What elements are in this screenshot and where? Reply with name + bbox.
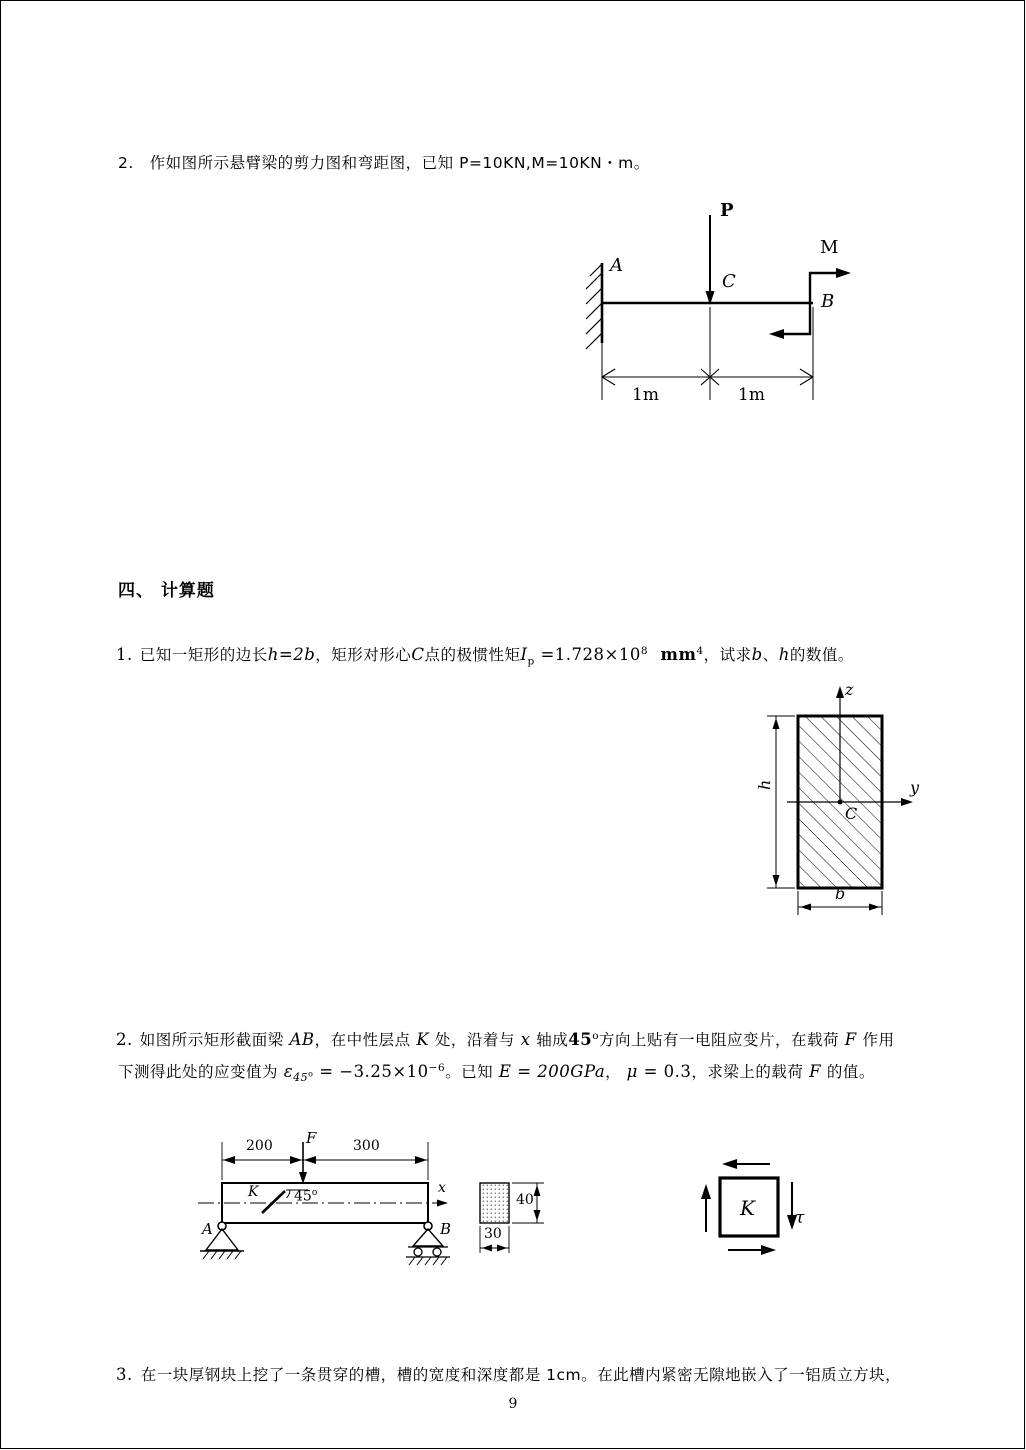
q2-cn-10: ，求梁上的载荷	[691, 1063, 804, 1082]
dimension-300: 300	[353, 1138, 380, 1154]
question-3-number: 3.	[116, 1365, 133, 1384]
q1-expr-2b: 2b	[293, 645, 316, 665]
q2-beam-ab: AB	[283, 1030, 315, 1050]
q2-cn-3: 处，沿着与	[434, 1031, 515, 1050]
q2-strain-epsilon: ε	[278, 1062, 294, 1082]
question-3-body: 在一块厚钢块上挖了一条贯穿的槽，槽的宽度和深度都是 1cm。在此槽内紧密无隙地嵌入了一铝质立方块，	[140, 1366, 902, 1384]
label-load-f: F	[306, 1129, 317, 1147]
q2-modulus-value: 200GPa	[537, 1062, 606, 1082]
q1-cn-sep: 、	[762, 646, 779, 665]
q2-point-k: K	[410, 1030, 435, 1050]
q2-cn-8: 。已知	[445, 1063, 494, 1082]
q2-poisson-value: = 0.3	[637, 1062, 692, 1082]
q1-exponent-8: 8	[640, 645, 649, 657]
q2-angle-45: 45	[568, 1030, 593, 1050]
support-label-b: B	[440, 1220, 452, 1238]
question-3-text	[116, 1360, 901, 1390]
section-height-40: 40	[516, 1192, 534, 1208]
q2-axis-x: x	[514, 1030, 537, 1050]
question-2-prev-text	[118, 148, 650, 178]
element-label-k: K	[740, 1196, 755, 1220]
q2-load-f: F	[839, 1030, 863, 1050]
q2-cn-2: ，在中性层点	[314, 1031, 411, 1050]
cantilever-beam-diagram	[570, 195, 880, 435]
section-width-30: 30	[484, 1226, 502, 1242]
label-angle-45: 45$^o$	[294, 1188, 318, 1205]
question-1-text	[116, 636, 854, 676]
q1-cn-3: 点的极惯性矩	[424, 646, 521, 665]
stress-label-tau: τ	[795, 1208, 805, 1228]
dimension-200: 200	[246, 1138, 273, 1154]
dimension-label-h: h	[755, 779, 774, 790]
label-point-a: A	[610, 255, 623, 276]
question-2-line2	[118, 1053, 875, 1093]
rectangle-cross-section	[745, 672, 975, 917]
section-four-heading: 四、 计算题	[118, 581, 215, 601]
q1-cn-2: ，矩形对形心	[315, 646, 412, 665]
q2-strain-value: = −3.25×10	[313, 1062, 429, 1082]
label-point-c: C	[722, 271, 736, 292]
q1-var-c: C	[411, 645, 425, 665]
q2-strain-subscript: 45o	[293, 1069, 314, 1085]
q1-subscript-p: p	[527, 655, 535, 668]
page-number: 9	[508, 1396, 518, 1412]
q2-cn-4: 轴成	[536, 1031, 569, 1050]
dimension-right-1m: 1m	[738, 385, 765, 405]
q1-unit-exponent-4: 4	[696, 645, 704, 657]
support-label-a: A	[202, 1220, 213, 1238]
label-gauge-point-k: K	[248, 1184, 259, 1200]
q1-cn-5: 的数值。	[789, 646, 854, 665]
q2-poisson-mu: μ	[626, 1062, 638, 1082]
q1-symbol-ip: I	[520, 645, 528, 665]
question-2-prev-body: 作如图所示悬臂梁的剪力图和弯距图，已知 P=10KN,M=10KN・m。	[149, 154, 650, 172]
q1-var-h: h	[267, 645, 279, 665]
q2-cn-5: 方向上贴有一电阻应变片，在载荷	[599, 1031, 840, 1050]
label-moment-m: M	[820, 237, 839, 258]
axis-label-y: y	[910, 778, 920, 797]
question-2-number: 2.	[116, 1030, 133, 1050]
q2-load-f-2: F	[803, 1062, 827, 1082]
q2-cn-9: ，	[605, 1063, 627, 1082]
pure-shear-stress-element	[692, 1142, 842, 1272]
q1-eq-1: =	[278, 645, 294, 665]
q2-cn-7: 下测得此处的应变值为	[118, 1063, 279, 1082]
q2-eq-e: =	[517, 1062, 538, 1082]
q1-unit-mm: mm	[648, 645, 697, 665]
q1-equals: =1.728×10	[534, 645, 641, 665]
q2-cn-11: 的值。	[826, 1063, 875, 1082]
centroid-label-c: C	[845, 804, 858, 823]
simply-supported-beam-figure	[190, 1128, 460, 1273]
q2-degree-sign: o	[592, 1030, 600, 1042]
question-2-line1	[116, 1021, 895, 1055]
q1-cn-1: 已知一矩形的边长	[139, 646, 268, 665]
label-point-b: B	[821, 291, 835, 312]
axis-label-z: z	[845, 680, 854, 699]
q1-var-b: b	[751, 645, 763, 665]
axis-label-x: x	[438, 1180, 446, 1196]
q2-cn-6: 作用	[862, 1031, 895, 1050]
q1-cn-4: ，试求	[703, 646, 752, 665]
question-1-number: 1.	[116, 645, 133, 665]
question-2-prev-number: 2.	[118, 154, 134, 172]
q2-strain-exponent: −6	[428, 1062, 446, 1074]
q2-cn-1: 如图所示矩形截面梁	[139, 1031, 284, 1050]
label-load-p: P	[720, 200, 734, 221]
dimension-left-1m: 1m	[632, 385, 659, 405]
beam-cross-section-figure	[462, 1160, 582, 1270]
dimension-label-b: b	[835, 884, 846, 903]
q1-var-h2: h	[778, 645, 790, 665]
q2-modulus-e: E	[493, 1062, 518, 1082]
